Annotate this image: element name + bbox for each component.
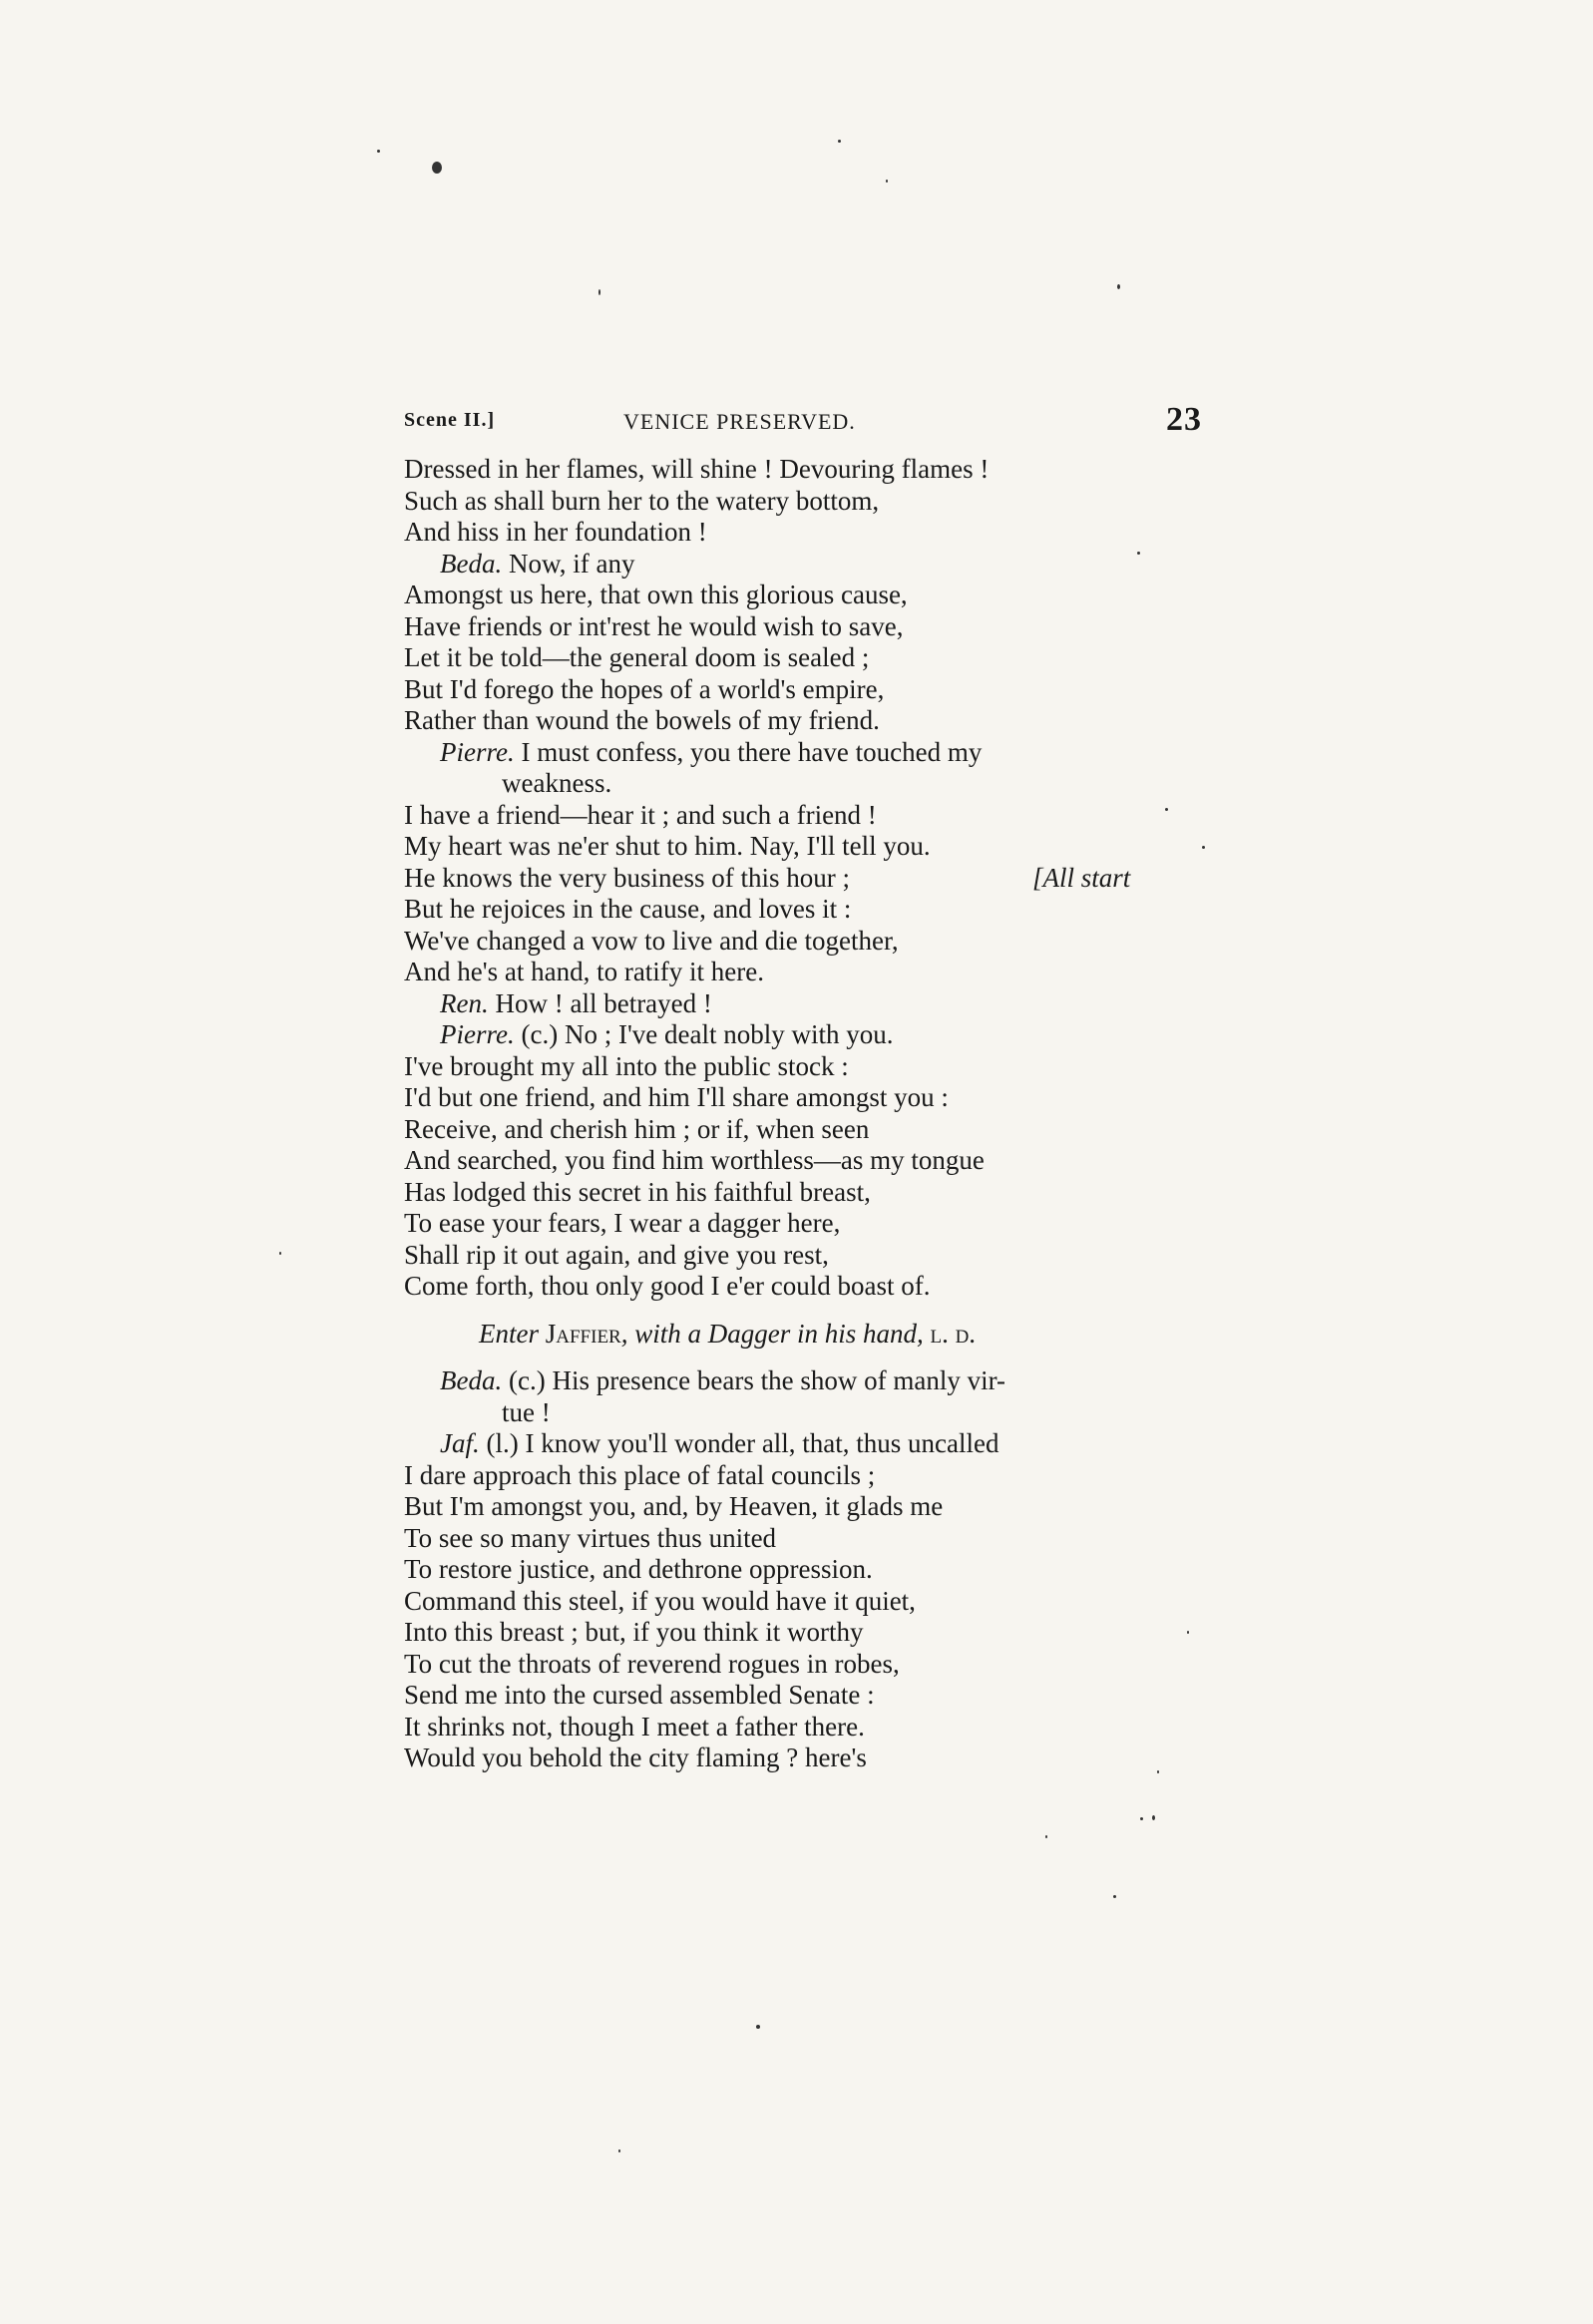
verse-line: And searched, you find him worthless—as my tongue	[404, 1145, 985, 1175]
ink-speck	[838, 140, 841, 143]
stage-direction-text: , with a Dagger in his hand,	[620, 1318, 931, 1349]
page-number: 23	[1166, 401, 1202, 438]
play-text	[404, 454, 1202, 1774]
ink-speck	[279, 1252, 281, 1255]
speech-line	[404, 549, 1202, 581]
ink-speck	[1152, 1815, 1155, 1820]
verse-line: Receive, and cherish him ; or if, when seen	[404, 1113, 870, 1144]
verse-line: And he's at hand, to ratify it here.	[404, 957, 765, 986]
stage-direction-line	[404, 1319, 1202, 1351]
speaker-name: Pierre.	[440, 736, 515, 767]
ink-speck	[432, 162, 442, 174]
verse-line: Come forth, thou only good I e'er could boast of.	[404, 1271, 931, 1301]
speech-line	[404, 1365, 1202, 1397]
speech-text: (c.) His presence bears the show of manly vir-	[508, 1365, 1006, 1395]
verse-line: To cut the throats of reverend rogues in robes,	[404, 1648, 900, 1679]
speaker-name: Jaf.	[440, 1428, 480, 1458]
verse-line: Shall rip it out again, and give you rest,	[404, 1239, 829, 1270]
verse-line: Rather than wound the bowels of my friend.	[404, 705, 880, 735]
verse-line: To ease your fears, I wear a dagger here,	[404, 1208, 841, 1238]
verse-line-with-direction	[404, 863, 1202, 895]
verse-line: I dare approach this place of fatal councils ;	[404, 1459, 876, 1490]
verse-line: Amongst us here, that own this glorious cause,	[404, 580, 908, 609]
stage-location: l. d.	[930, 1318, 977, 1349]
speech-text: I must confess, you there have touched my	[521, 736, 983, 767]
verse-line: It shrinks not, though I meet a father there.	[404, 1711, 865, 1742]
speech-text: (c.) No ; I've dealt nobly with you.	[521, 1019, 894, 1049]
verse-line: Has lodged this secret in his faithful breast,	[404, 1176, 871, 1207]
verse-line: Dressed in her flames, will shine ! Devouring flames !	[404, 454, 990, 484]
verse-line: Let it be told—the general doom is sealed ;	[404, 642, 870, 672]
verse-line: Have friends or int'rest he would wish to save,	[404, 610, 904, 641]
verse-line: And hiss in her foundation !	[404, 517, 707, 547]
running-header	[404, 401, 1202, 451]
speech-text: Now, if any	[508, 548, 635, 579]
ink-speck	[886, 180, 888, 183]
speech-line	[404, 737, 1202, 769]
speech-line	[404, 1019, 1202, 1051]
ink-speck	[1113, 1895, 1116, 1898]
ink-speck	[598, 289, 600, 295]
scene-label: Scene II.]	[404, 409, 496, 431]
speaker-name: Pierre.	[440, 1019, 515, 1049]
verse-line: Command this steel, if you would have it quiet,	[404, 1585, 916, 1616]
verse-line: But I'd forego the hopes of a world's empire,	[404, 673, 885, 704]
verse-line: We've changed a vow to live and die together,	[404, 925, 899, 956]
verse-line: Would you behold the city flaming ? here's	[404, 1743, 867, 1772]
verse-line: To restore justice, and dethrone oppression.	[404, 1554, 873, 1584]
verse-line: But he rejoices in the cause, and loves it :	[404, 894, 852, 924]
speech-text: How ! all betrayed !	[495, 987, 712, 1018]
verse-line: But I'm amongst you, and, by Heaven, it glads me	[404, 1491, 944, 1521]
speech-text: (l.) I know you'll wonder all, that, thus uncalled	[486, 1428, 999, 1458]
verse-text: He knows the very business of this hour ;	[404, 862, 850, 893]
ink-speck	[618, 2149, 620, 2152]
verse-line: I have a friend—hear it ; and such a friend !	[404, 799, 877, 830]
ink-speck	[1045, 1835, 1047, 1838]
verse-line: Such as shall burn her to the watery bottom,	[404, 485, 880, 516]
verse-line: Into this breast ; but, if you think it worthy	[404, 1617, 864, 1647]
running-title: VENICE PRESERVED.	[623, 409, 856, 434]
speech-line	[404, 988, 1202, 1020]
ink-speck	[377, 150, 380, 153]
verse-continuation: tue !	[502, 1396, 551, 1427]
speaker-name: Beda.	[440, 548, 503, 579]
verse-line: My heart was ne'er shut to him. Nay, I'll tell you.	[404, 831, 931, 861]
stage-direction-text: Enter	[479, 1318, 546, 1349]
verse-line: To see so many virtues thus united	[404, 1522, 777, 1553]
verse-line: I'd but one friend, and him I'll share amongst you :	[404, 1082, 949, 1112]
ink-speck	[756, 2025, 760, 2029]
ink-speck	[1117, 284, 1120, 289]
speaker-name: Ren.	[440, 987, 489, 1018]
speaker-name: Beda.	[440, 1365, 503, 1395]
ink-speck	[1140, 1817, 1143, 1820]
stage-direction: [All start	[1032, 862, 1131, 893]
character-name: Jaffier	[545, 1318, 621, 1349]
speech-line	[404, 1428, 1202, 1460]
verse-line: I've brought my all into the public stock :	[404, 1050, 849, 1081]
ink-speck	[1202, 846, 1205, 849]
verse-line: Send me into the cursed assembled Senate :	[404, 1680, 875, 1710]
verse-continuation: weakness.	[502, 768, 612, 798]
